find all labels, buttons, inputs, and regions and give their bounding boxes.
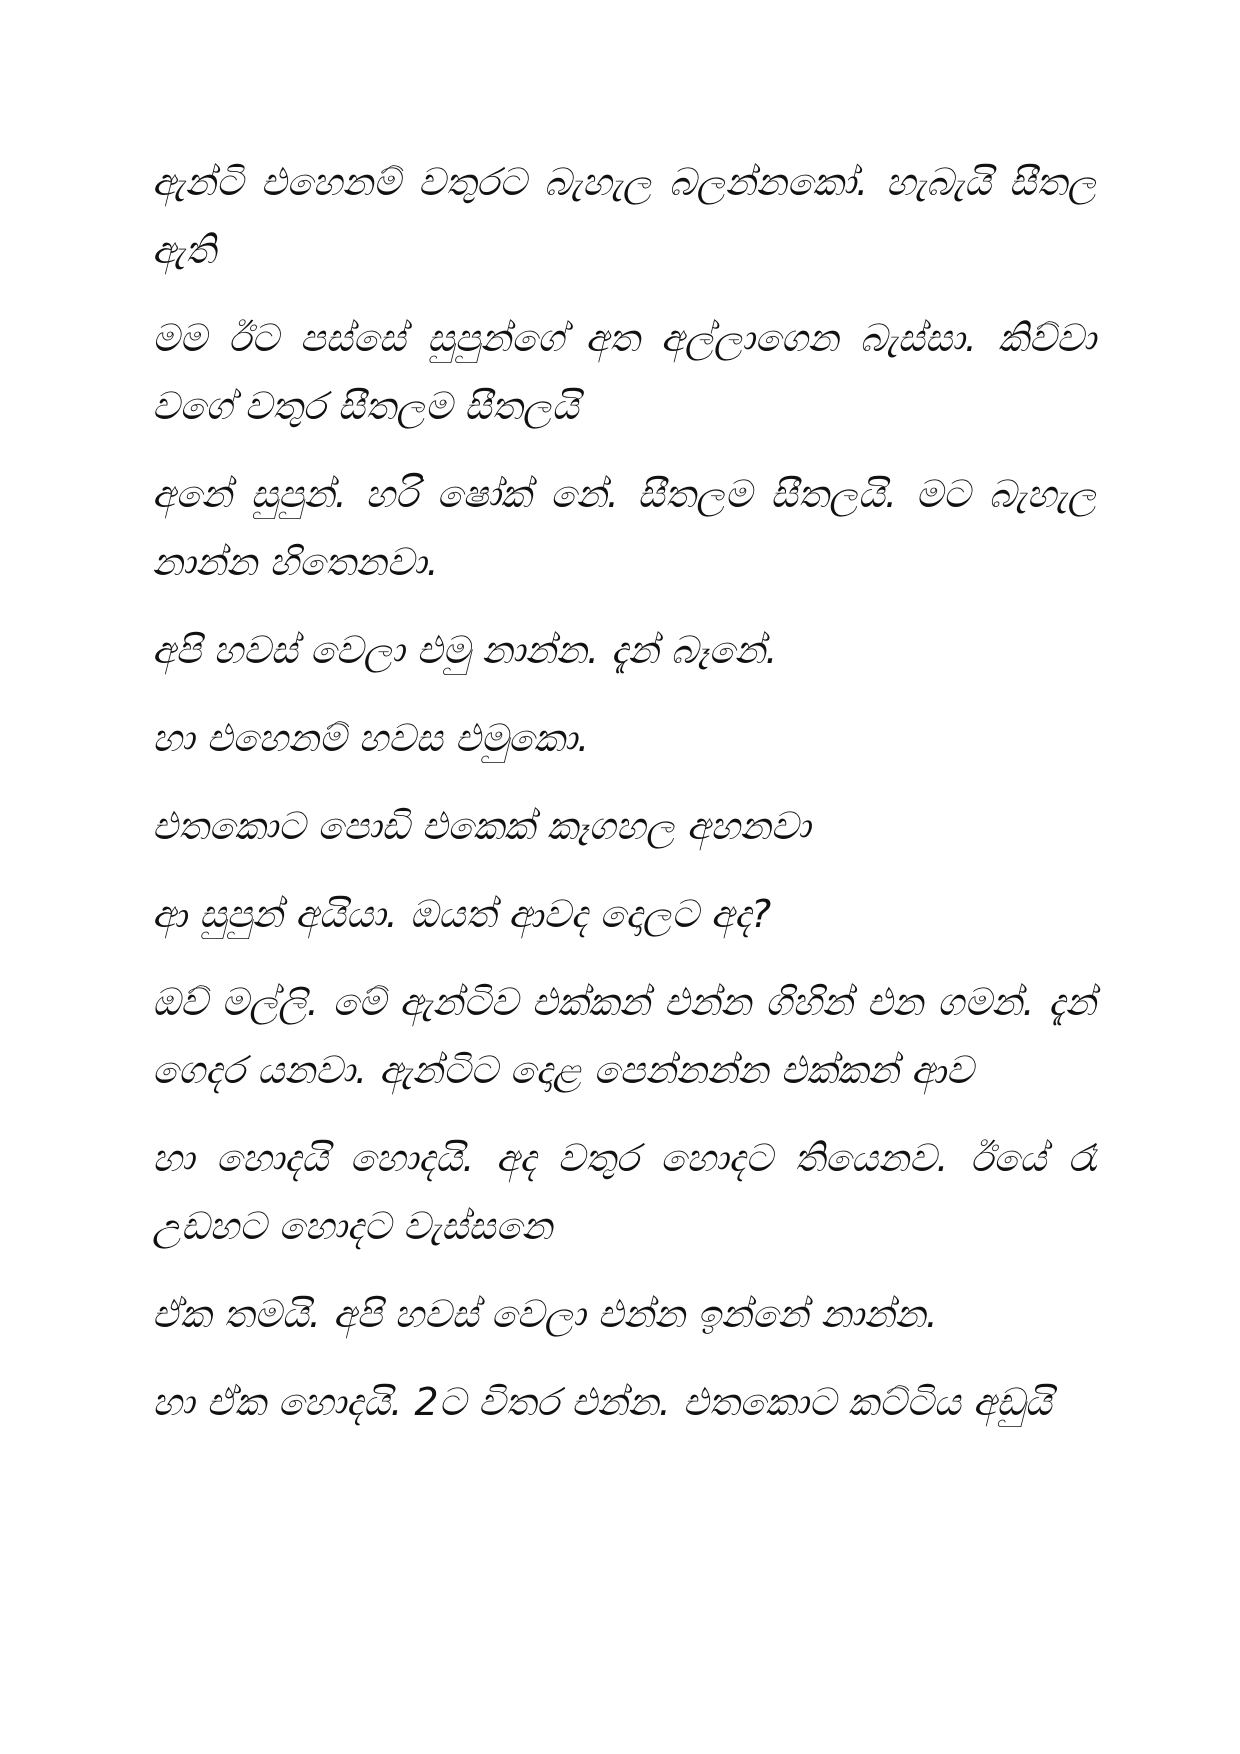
paragraph-11: හා ඒක හොදයි. 2ට විතර එන්න. එතකොට කට්ටිය අඩුයි (152, 1380, 1052, 1424)
paragraph-10: ඒක තමයි. අපි හවස් වෙලා එන්න ඉන්නේ නාන්න. (152, 1292, 938, 1336)
paragraph-8: ඔව් මල්ලි. මේ ඇන්ටිව එක්කන් එන්න ගිහින් එන ගමන්. දැන් ගෙදර යනවා. ඇන්ටිට දොළ පෙන්නන්න එක්කන් ආව (152, 980, 1096, 1092)
paragraph-1: ඇන්ටි එහෙනම් වතුරට බැහැල බලන්නකෝ. හැබැයි සීතල ඇති (152, 160, 1096, 272)
story-text (152, 148, 1096, 1456)
paragraph-9: හා හොදයි හොදයි. අද වතුර හොදට තියෙනව. ඊයේ රෑ උඩහට හොදට වැස්සනෙ (152, 1136, 1096, 1248)
paragraph-4: අපි හවස් වෙලා එමු නාන්න. දැන් බෑනේ. (152, 628, 778, 672)
paragraph-7: ආ සුපුන් අයියා. ඔයත් ආවද දොලට අද? (152, 892, 772, 936)
paragraph-3: අනේ සුපුන්. හරි ෂෝක් නේ. සීතලම සීතලයි. මට බැහැල නාන්න හිතෙනවා. (152, 472, 1096, 584)
paragraph-5: හා එහෙනම් හවස එමුකො. (152, 716, 590, 760)
paragraph-2: මම ඊට පස්සේ සුපුන්ගේ අත අල්ලාගෙන බැස්සා. කිව්වා වගේ වතුර සීතලම සීතලයි (152, 316, 1096, 428)
paragraph-6: එතකොට පොඩි එකෙක් කෑගහල අහනවා (152, 804, 811, 848)
